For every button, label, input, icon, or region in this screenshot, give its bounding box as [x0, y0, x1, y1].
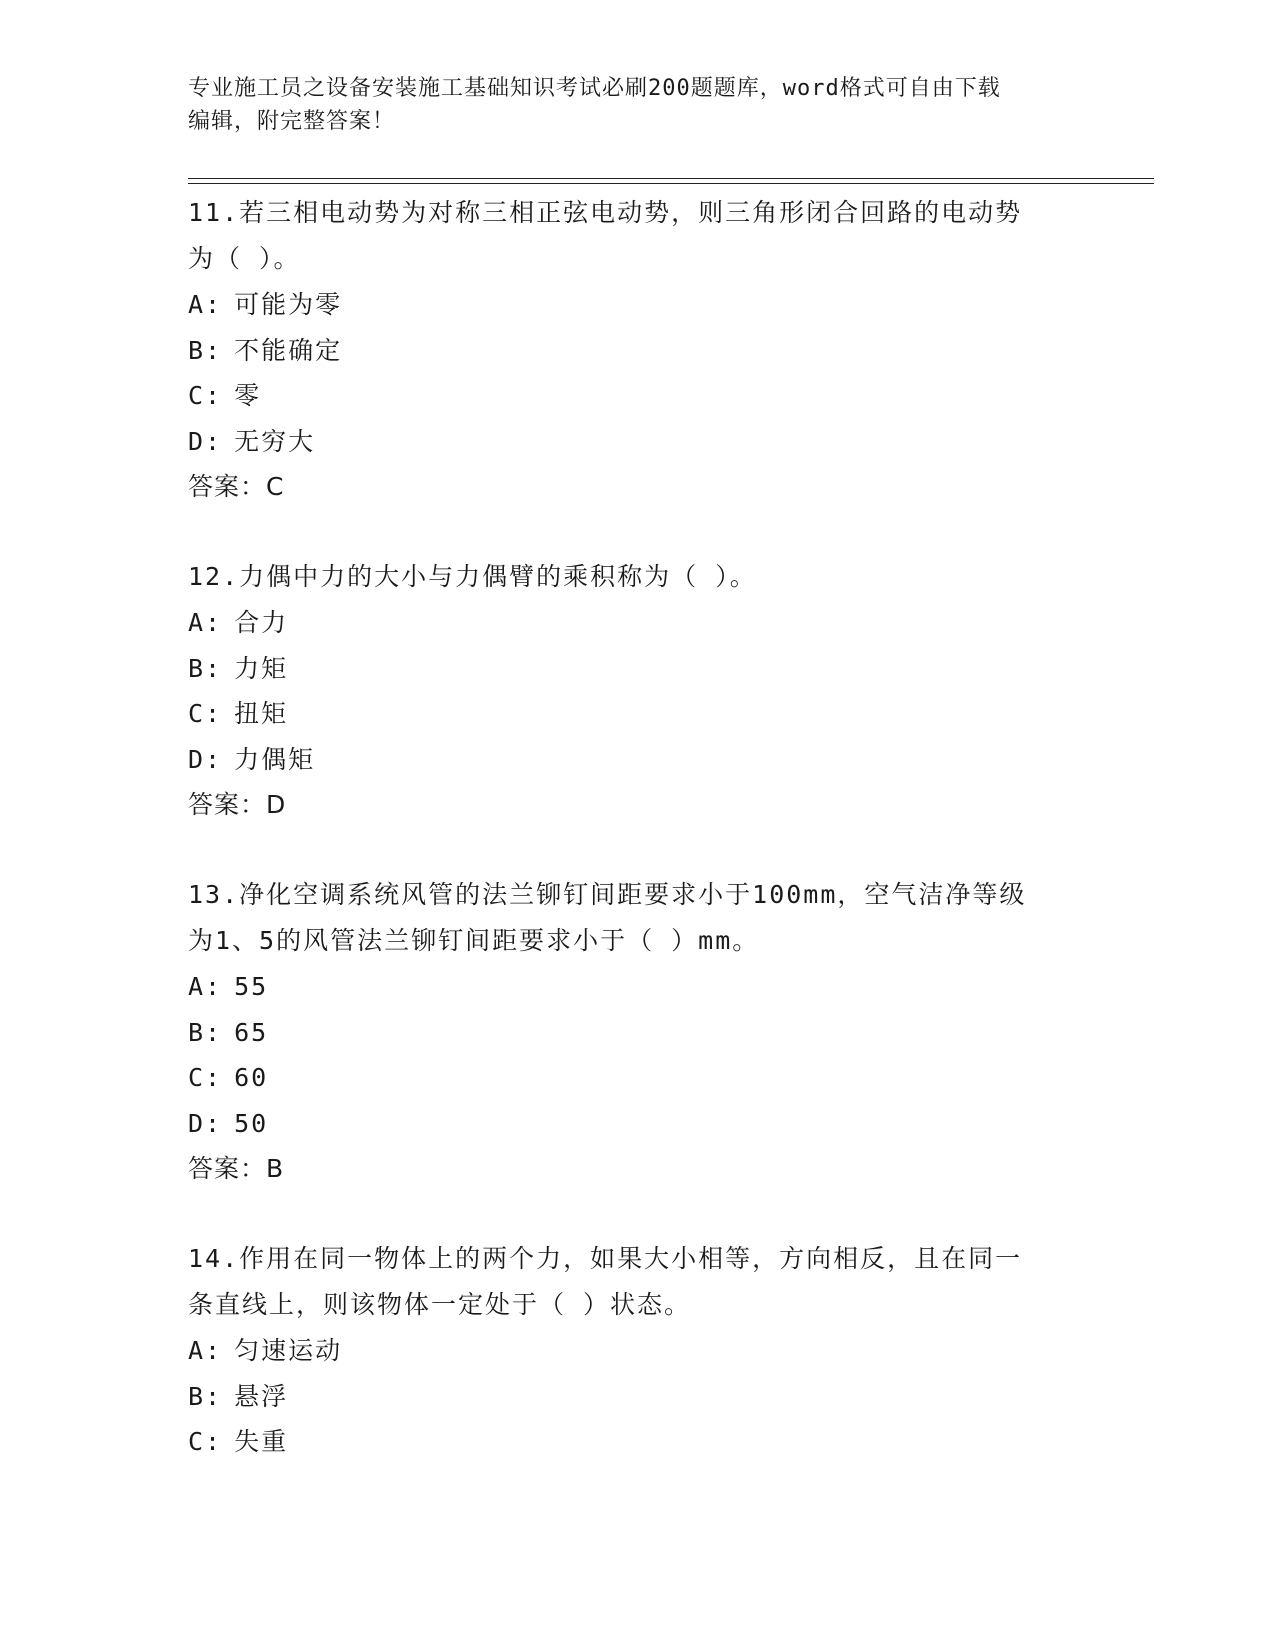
question-stem — [188, 190, 1088, 282]
option-a — [188, 1328, 1088, 1374]
stem-line-1: 13.净化空调系统风管的法兰铆钉间距要求小于100mm，空气洁净等级 — [188, 880, 1027, 909]
option-text: 不能确定 — [234, 335, 343, 365]
option-key: D: — [188, 744, 223, 774]
question-14 — [188, 1236, 1088, 1465]
header-rule-top — [188, 178, 1154, 179]
option-key: B: — [188, 335, 223, 365]
option-text: 55 — [234, 972, 269, 1001]
answer-line: 答案：B — [188, 1154, 285, 1183]
option-b — [188, 646, 1088, 692]
option-key: A: — [188, 1336, 223, 1365]
option-c — [188, 373, 1088, 419]
option-b — [188, 1010, 1088, 1056]
answer-line: 答案：C — [188, 472, 285, 501]
option-text: 力偶矩 — [234, 744, 316, 774]
question-stem — [188, 872, 1088, 964]
option-c — [188, 691, 1088, 737]
stem-line-2: 为1、5的风管法兰铆钉间距要求小于（ ）mm。 — [188, 926, 760, 955]
question-list — [188, 190, 1088, 1510]
option-text: 65 — [234, 1017, 269, 1047]
option-key: B: — [188, 1017, 223, 1047]
option-text: 60 — [234, 1063, 269, 1092]
option-text: 悬浮 — [234, 1381, 289, 1411]
question-12 — [188, 554, 1088, 827]
stem-line-1: 11.若三相电动势为对称三相正弦电动势，则三角形闭合回路的电动势 — [188, 198, 1023, 227]
option-d — [188, 1101, 1088, 1147]
option-key: D: — [188, 1108, 223, 1138]
option-b — [188, 1374, 1088, 1420]
option-key: C: — [188, 1427, 223, 1456]
header-rule-bottom — [188, 183, 1154, 184]
option-text: 可能为零 — [234, 290, 343, 319]
option-text: 扭矩 — [234, 699, 289, 728]
option-text: 50 — [234, 1108, 269, 1138]
stem-line-1: 12.力偶中力的大小与力偶臂的乘积称为（ ）。 — [188, 562, 757, 591]
option-key: A: — [188, 608, 223, 637]
option-key: C: — [188, 1063, 223, 1092]
option-a — [188, 964, 1088, 1010]
option-a — [188, 600, 1088, 646]
option-key: B: — [188, 653, 223, 683]
question-11 — [188, 190, 1088, 509]
question-stem — [188, 554, 1088, 600]
question-13 — [188, 872, 1088, 1191]
stem-line-1: 14.作用在同一物体上的两个力，如果大小相等，方向相反，且在同一 — [188, 1244, 1023, 1273]
header-line-1: 专业施工员之设备安装施工基础知识考试必刷200题题库，word格式可自由下载 — [188, 76, 1001, 101]
option-d — [188, 419, 1088, 465]
question-stem — [188, 1236, 1088, 1328]
option-c — [188, 1419, 1088, 1465]
option-text: 无穷大 — [234, 426, 316, 456]
option-text: 零 — [234, 381, 262, 410]
option-text: 合力 — [234, 608, 289, 637]
option-c — [188, 1055, 1088, 1101]
option-text: 力矩 — [234, 653, 289, 683]
option-key: A: — [188, 290, 223, 319]
option-a — [188, 282, 1088, 328]
header-line-2: 编辑，附完整答案！ — [188, 109, 396, 134]
option-d — [188, 737, 1088, 783]
option-text: 匀速运动 — [234, 1336, 343, 1365]
answer-line: 答案：D — [188, 790, 287, 819]
stem-line-2: 条直线上，则该物体一定处于（ ）状态。 — [188, 1290, 692, 1319]
option-key: C: — [188, 381, 223, 410]
option-key: C: — [188, 699, 223, 728]
option-b — [188, 328, 1088, 374]
option-key: B: — [188, 1381, 223, 1411]
option-key: D: — [188, 426, 223, 456]
option-text: 失重 — [234, 1427, 289, 1456]
option-key: A: — [188, 972, 223, 1001]
stem-line-2: 为（ ）。 — [188, 244, 301, 273]
document-header — [188, 72, 1088, 138]
